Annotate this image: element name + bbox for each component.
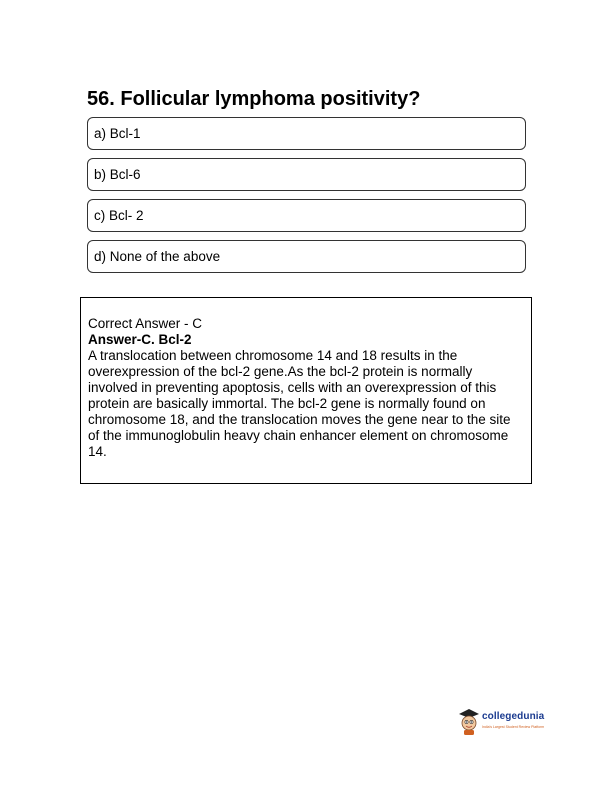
logo-tagline: India's Largest Student Review Platform [482, 725, 545, 729]
option-c[interactable]: c) Bcl- 2 [87, 199, 526, 232]
option-a[interactable]: a) Bcl-1 [87, 117, 526, 150]
answer-box [80, 297, 532, 484]
question-title: 56. Follicular lymphoma positivity? [87, 88, 421, 110]
option-d[interactable]: d) None of the above [87, 240, 526, 273]
answer-label: Answer-C. Bcl-2 [88, 332, 192, 347]
correct-answer-line: Correct Answer - C [88, 316, 203, 331]
graduate-mascot-icon [457, 706, 481, 736]
logo-wordmark: collegedunia [482, 711, 545, 722]
collegedunia-logo[interactable] [457, 706, 557, 738]
answer-explanation: A translocation between chromosome 14 and 18 results in the overexpression of the bcl-2 gene.As the bcl-2 protein is normally involved in preventing apoptosis, cells with an overexpression of this protein are basically immortal. The bcl-2 gene is normally found on chromosome 18, and the translocation moves the gene near to the site of the immunoglobulin heavy chain enhancer element on chromosome 14. [88, 348, 511, 459]
options-list [87, 117, 526, 281]
option-b[interactable]: b) Bcl-6 [87, 158, 526, 191]
